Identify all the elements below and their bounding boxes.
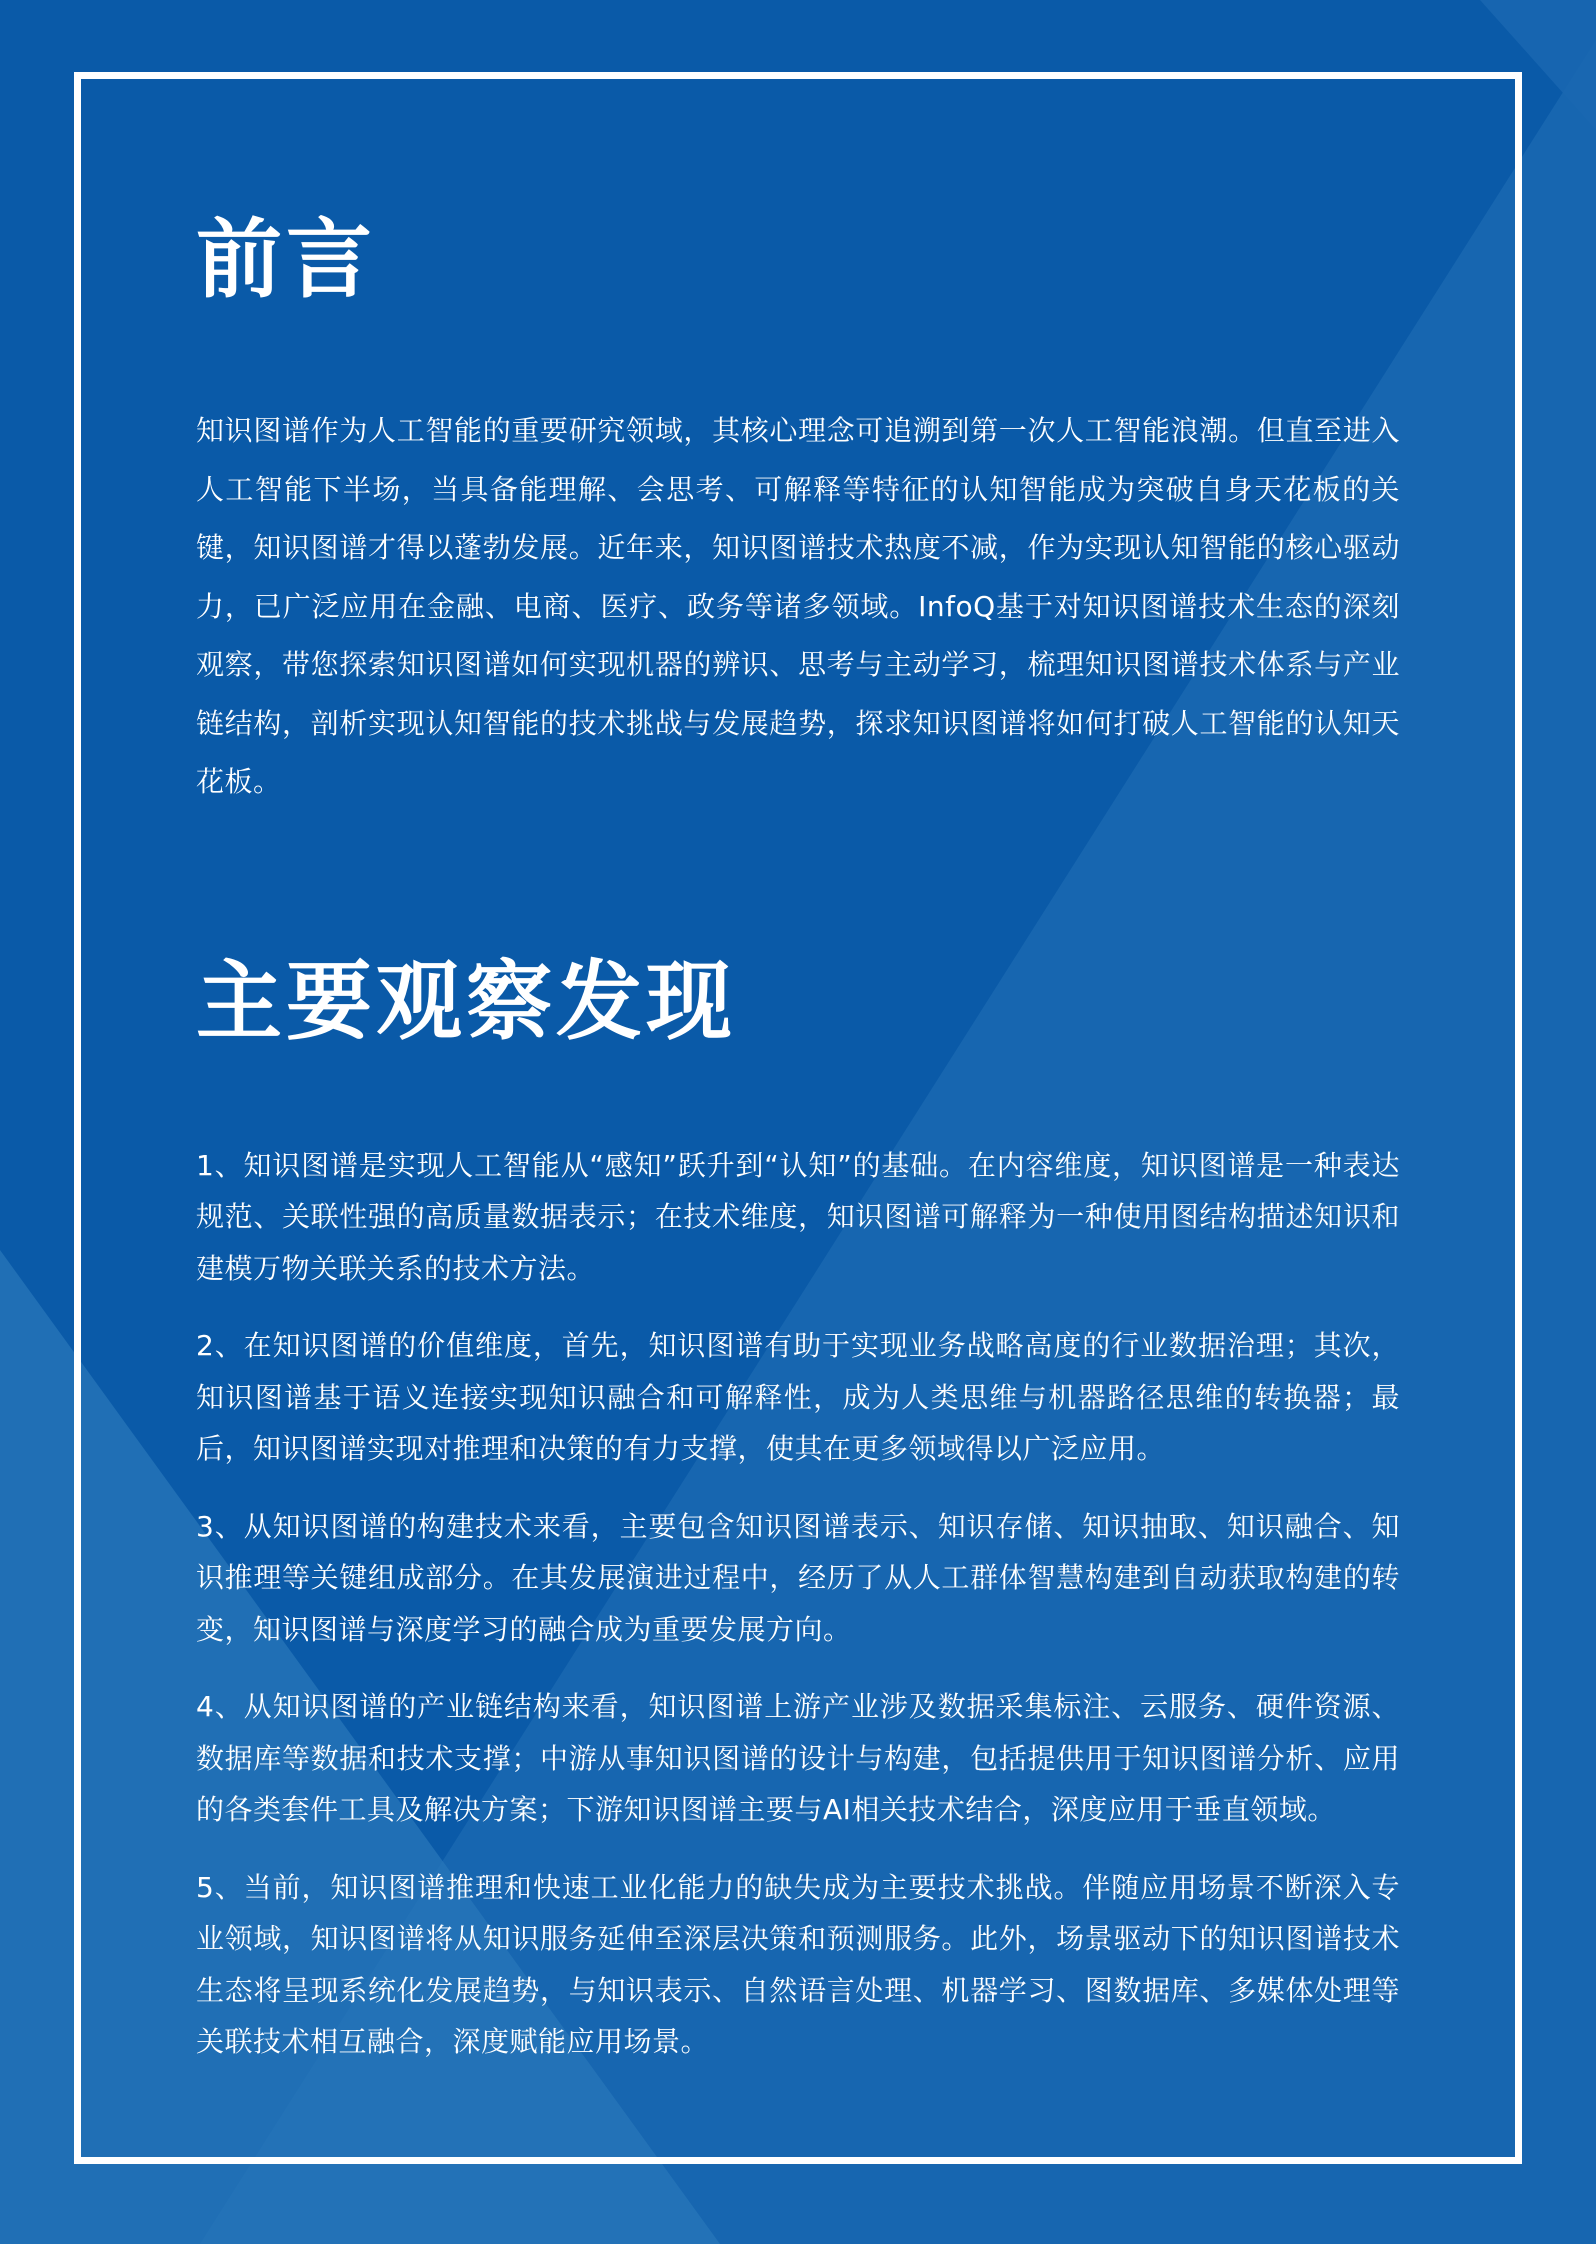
document-content [196, 200, 1400, 2094]
preface-title: 前言 [196, 210, 376, 310]
finding-item: 1、知识图谱是实现人工智能从“感知”跃升到“认知”的基础。在内容维度，知识图谱是一种表达规范、关联性强的高质量数据表示；在技术维度，知识图谱可解释为一种使用图结构描述知识和建模万物关联关系的技术方法。 [196, 1148, 1400, 1285]
finding-item: 4、从知识图谱的产业链结构来看，知识图谱上游产业涉及数据采集标注、云服务、硬件资源、数据库等数据和技术支撑；中游从事知识图谱的设计与构建，包括提供用于知识图谱分析、应用的各类套件工具及解决方案；下游知识图谱主要与AI相关技术结合，深度应用于垂直领域。 [196, 1690, 1400, 1826]
findings-title: 主要观察发现 [196, 951, 736, 1052]
finding-item: 5、当前，知识图谱推理和快速工业化能力的缺失成为主要技术挑战。伴随应用场景不断深入专业领域，知识图谱将从知识服务延伸至深层决策和预测服务。此外，场景驱动下的知识图谱技术生态将呈现系统化发展趋势，与知识表示、自然语言处理、机器学习、图数据库、多媒体处理等关联技术相互融合，深度赋能应用场景。 [196, 1870, 1400, 2058]
finding-item: 2、在知识图谱的价值维度，首先，知识图谱有助于实现业务战略高度的行业数据治理；其次，知识图谱基于语义连接实现知识融合和可解释性，成为人类思维与机器路径思维的转换器；最后，知识图谱实现对推理和决策的有力支撑，使其在更多领域得以广泛应用。 [196, 1329, 1400, 1465]
finding-item: 3、从知识图谱的构建技术来看，主要包含知识图谱表示、知识存储、知识抽取、知识融合、知识推理等关键组成部分。在其发展演进过程中，经历了从人工群体智慧构建到自动获取构建的转变，知识图谱与深度学习的融合成为重要发展方向。 [196, 1509, 1400, 1646]
findings-list [196, 1140, 1400, 2068]
preface-paragraph: 知识图谱作为人工智能的重要研究领域，其核心理念可追溯到第一次人工智能浪潮。但直至进入人工智能下半场，当具备能理解、会思考、可解释等特征的认知智能成为突破自身天花板的关键，知识图谱才得以蓬勃发展。近年来，知识图谱技术热度不减，作为实现认知智能的核心驱动力，已广泛应用在金融、电商、医疗、政务等诸多领域。InfoQ基于对知识图谱技术生态的深刻观察，带您探索知识图谱如何实现机器的辨识、思考与主动学习，梳理知识图谱技术体系与产业链结构，剖析实现认知智能的技术挑战与发展趋势，探求知识图谱将如何打破人工智能的认知天花板。 [196, 414, 1400, 798]
